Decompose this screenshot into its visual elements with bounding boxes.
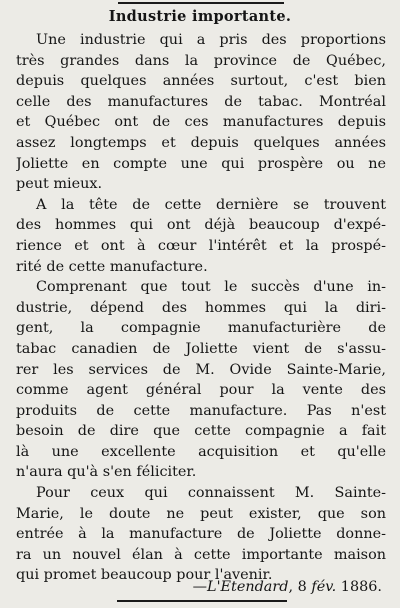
text-line: peut mieux.: [16, 176, 103, 193]
text-line: assez longtemps et depuis quelques années: [16, 134, 386, 151]
paragraph: [16, 483, 386, 586]
text-line: celle des manufactures de tabac. Montréal: [16, 93, 386, 110]
text-line: très grandes dans la province de Québec,: [16, 52, 386, 69]
text-line: rience et ont à cœur l'intérêt et la prospé-: [16, 237, 386, 254]
text-line: dustrie, dépend des hommes qui la diri-: [16, 299, 386, 316]
text-line: Pour ceux qui connaissent M. Sainte-: [36, 485, 386, 502]
text-line: gent, la compagnie manufacturière de: [16, 320, 386, 337]
paragraph: [16, 195, 386, 277]
text-line: qui promet beaucoup pour l'avenir.: [16, 567, 273, 584]
text-line: entrée à la manufacture de Joliette donne-: [16, 526, 386, 543]
source-dash: —: [192, 579, 208, 595]
bottom-rule: [117, 600, 287, 602]
text-line: besoin de dire que cette compagnie a fait: [16, 423, 386, 440]
text-line: rité de cette manufacture.: [16, 258, 208, 275]
paragraph: [16, 277, 386, 483]
source-attribution: [193, 577, 382, 597]
text-line: produits de cette manufacture. Pas n'est: [16, 402, 386, 419]
text-line: depuis quelques années surtout, c'est bien: [16, 73, 386, 90]
paragraph: [16, 30, 386, 195]
source-month: fév.: [311, 579, 337, 595]
top-rule: [118, 2, 284, 4]
source-newspaper: L'Etendard: [207, 579, 289, 595]
text-line: et Québec ont de ces manufactures depuis: [16, 114, 386, 131]
text-line: comme agent général pour la vente des: [16, 382, 386, 399]
text-line: des hommes qui ont déjà beaucoup d'expé-: [16, 217, 386, 234]
text-line: Comprenant que tout le succès d'une in-: [36, 279, 386, 296]
text-line: ra un nouvel élan à cette importante maison: [16, 546, 386, 563]
source-year: 1886.: [336, 579, 382, 595]
text-line: rer les services de M. Ovide Sainte-Marie,: [16, 361, 386, 378]
text-line: A la tête de cette dernière se trouvent: [36, 196, 386, 213]
text-line: n'aura qu'à s'en féliciter.: [16, 464, 197, 481]
text-line: Marie, le doute ne peut exister, que son: [16, 505, 386, 522]
article-body: [16, 30, 386, 586]
headline: Industrie importante.: [108, 8, 292, 25]
text-line: Une industrie qui a pris des proportions: [36, 32, 386, 48]
text-line: là une excellente acquisition et qu'elle: [16, 443, 386, 460]
text-line: Joliette en compte une qui prospère ou ne: [16, 155, 386, 172]
text-line: tabac canadien de Joliette vient de s'assu-: [16, 340, 386, 357]
source-day: , 8: [288, 579, 312, 595]
